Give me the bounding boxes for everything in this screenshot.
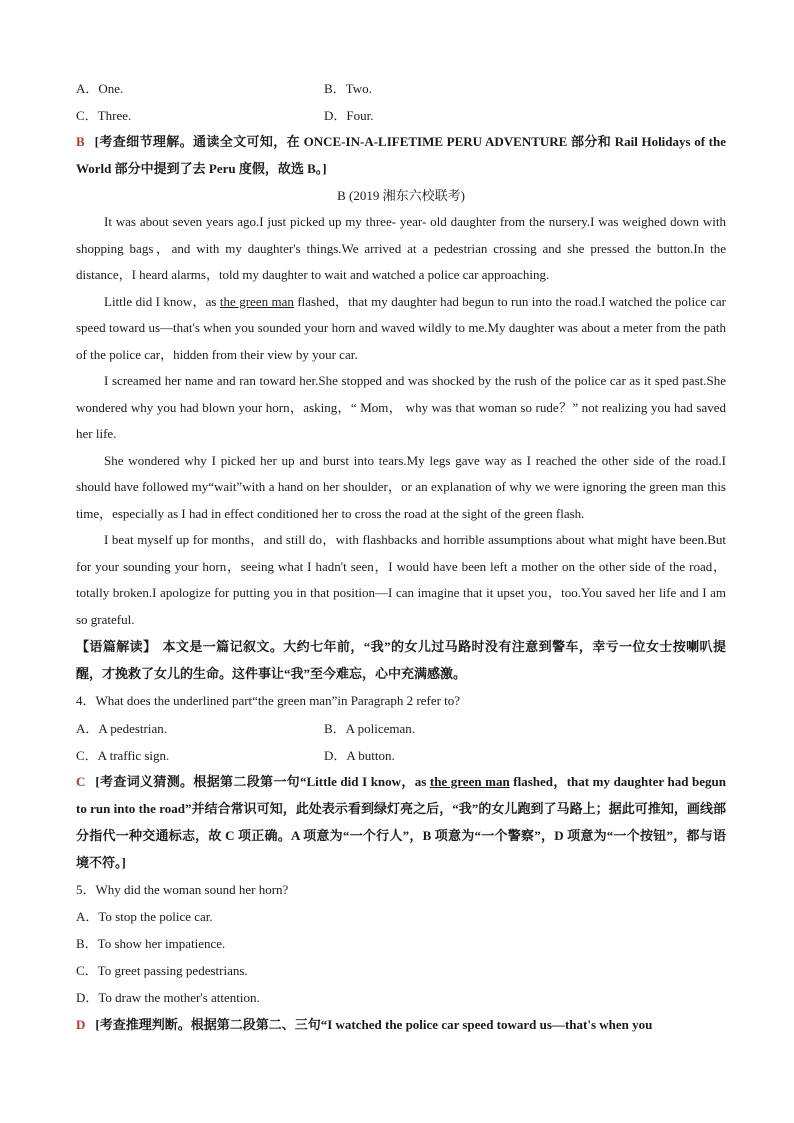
q4-option-b: B．A policeman. xyxy=(324,721,415,736)
q3-options-row-1 xyxy=(76,74,726,101)
q3-answer xyxy=(76,128,726,182)
passage-review xyxy=(76,633,726,687)
q4-exp-before: [考查词义猜测。根据第二段第一句“Little did I know，as xyxy=(95,774,430,789)
q4-option-c: C．A traffic sign. xyxy=(76,748,170,763)
passage-paragraph-5: I beat myself up for months，and still do，with flashbacks and horrible assumptions about what might have been.But for your sounding your horn，seeing what I hadn't seen，I would have been left a mother on the other side of the road，totally broken.I apologize for putting you in that position—I can imagine that it upset you，too.You saved her life and I am so grateful. xyxy=(76,532,726,627)
q3-option-a: A．One. xyxy=(76,81,124,96)
passage-paragraph-1: It was about seven years ago.I just picked up my three- year- old daughter from the nursery.I was weighed down with shopping bags，and with my daughter's things.We arrived at a pedestrian crossing and she pressed the button.In the distance，I heard alarms，told my daughter to wait and watched a police car approaching. xyxy=(76,214,726,282)
p2-before: Little did I know，as xyxy=(104,293,220,309)
passage-paragraph-4: She wondered why I picked her up and burst into tears.My legs gave way as I reached the other side of the road.I should have followed my“wait”with a hand on her shoulder，or an explanation of why we were ignoring the green man this time，especially as I had in effect conditioned her to cross the road at the sight of the green flash. xyxy=(76,452,726,521)
q4-answer-letter: C xyxy=(76,774,86,789)
q3-option-c: C．Three. xyxy=(76,108,132,123)
passage-paragraph-2 xyxy=(76,289,726,369)
underlined-green-man: the green man xyxy=(219,293,294,309)
q3-answer-explanation: [考查细节理解。通读全文可知，在 ONCE-IN-A-LIFETIME PERU ADVENTURE 部分和 Rail Holidays of the World 部分中提到了去 Peru 度假，故选 B。] xyxy=(76,134,726,176)
q4-options-row-2 xyxy=(76,741,726,768)
q5-option-d: D．To draw the mother's attention. xyxy=(76,990,260,1005)
passage-paragraph-3: I screamed her name and ran toward her.She stopped and was shocked by the rush of the police car as it sped past.She wondered why you had blown your horn，asking，“ Mom， why was that woman so rude？” not realizing you had saved her life. xyxy=(76,373,726,441)
q4-options-row-1 xyxy=(76,714,726,741)
q4-exp-underline: the green man xyxy=(429,774,510,789)
q4-exp-after: flashed，that my daughter had begun to run into the road”并结合常识可知，此处表示看到绿灯亮之后，“我”的女儿跑到了马路上；据此可推知，画线部分指代一种交通标志，故 C 项正确。A 项意为“一个行人”，B 项意为“一个警察”，D 项意为“一个按钮”，都与语境不符。] xyxy=(76,774,726,870)
q5-stem: 5．Why did the woman sound her horn? xyxy=(76,882,289,897)
q4-stem: 4．What does the underlined part“the green man”in Paragraph 2 refer to? xyxy=(76,693,461,708)
review-label: 【语篇解读】 xyxy=(76,639,157,654)
q5-answer xyxy=(76,1011,726,1038)
q3-option-d: D．Four. xyxy=(324,108,374,123)
q3-answer-letter: B xyxy=(76,134,85,149)
q5-option-b: B．To show her impatience. xyxy=(76,936,226,951)
q5-option-a: A．To stop the police car. xyxy=(76,909,213,924)
q5-option-c: C．To greet passing pedestrians. xyxy=(76,963,248,978)
q5-answer-explanation: [考查推理判断。根据第二段第二、三句“I watched the police car speed toward us—that's when you xyxy=(95,1017,653,1032)
q3-option-b: B．Two. xyxy=(324,81,372,96)
q4-answer xyxy=(76,768,726,876)
q4-option-d: D．A button. xyxy=(324,748,395,763)
q4-option-a: A．A pedestrian. xyxy=(76,721,167,736)
q5-answer-letter: D xyxy=(76,1017,86,1032)
review-text: 本文是一篇记叙文。大约七年前，“我”的女儿过马路时没有注意到警车，幸亏一位女士按喇叭提醒，才挽救了女儿的生命。这件事让“我”至今难忘，心中充满感激。 xyxy=(76,639,726,681)
document-page xyxy=(76,74,726,1038)
q3-options-row-2 xyxy=(76,101,726,128)
p2-after: flashed，that my daughter had begun to run into the road.I watched the police car speed toward us—that's when you sounded your horn and waved wildly to me.My daughter was about a meter from the path of the police car，hidden from their view by your car. xyxy=(76,293,726,362)
section-b-title: B (2019 湘东六校联考) xyxy=(337,188,465,203)
